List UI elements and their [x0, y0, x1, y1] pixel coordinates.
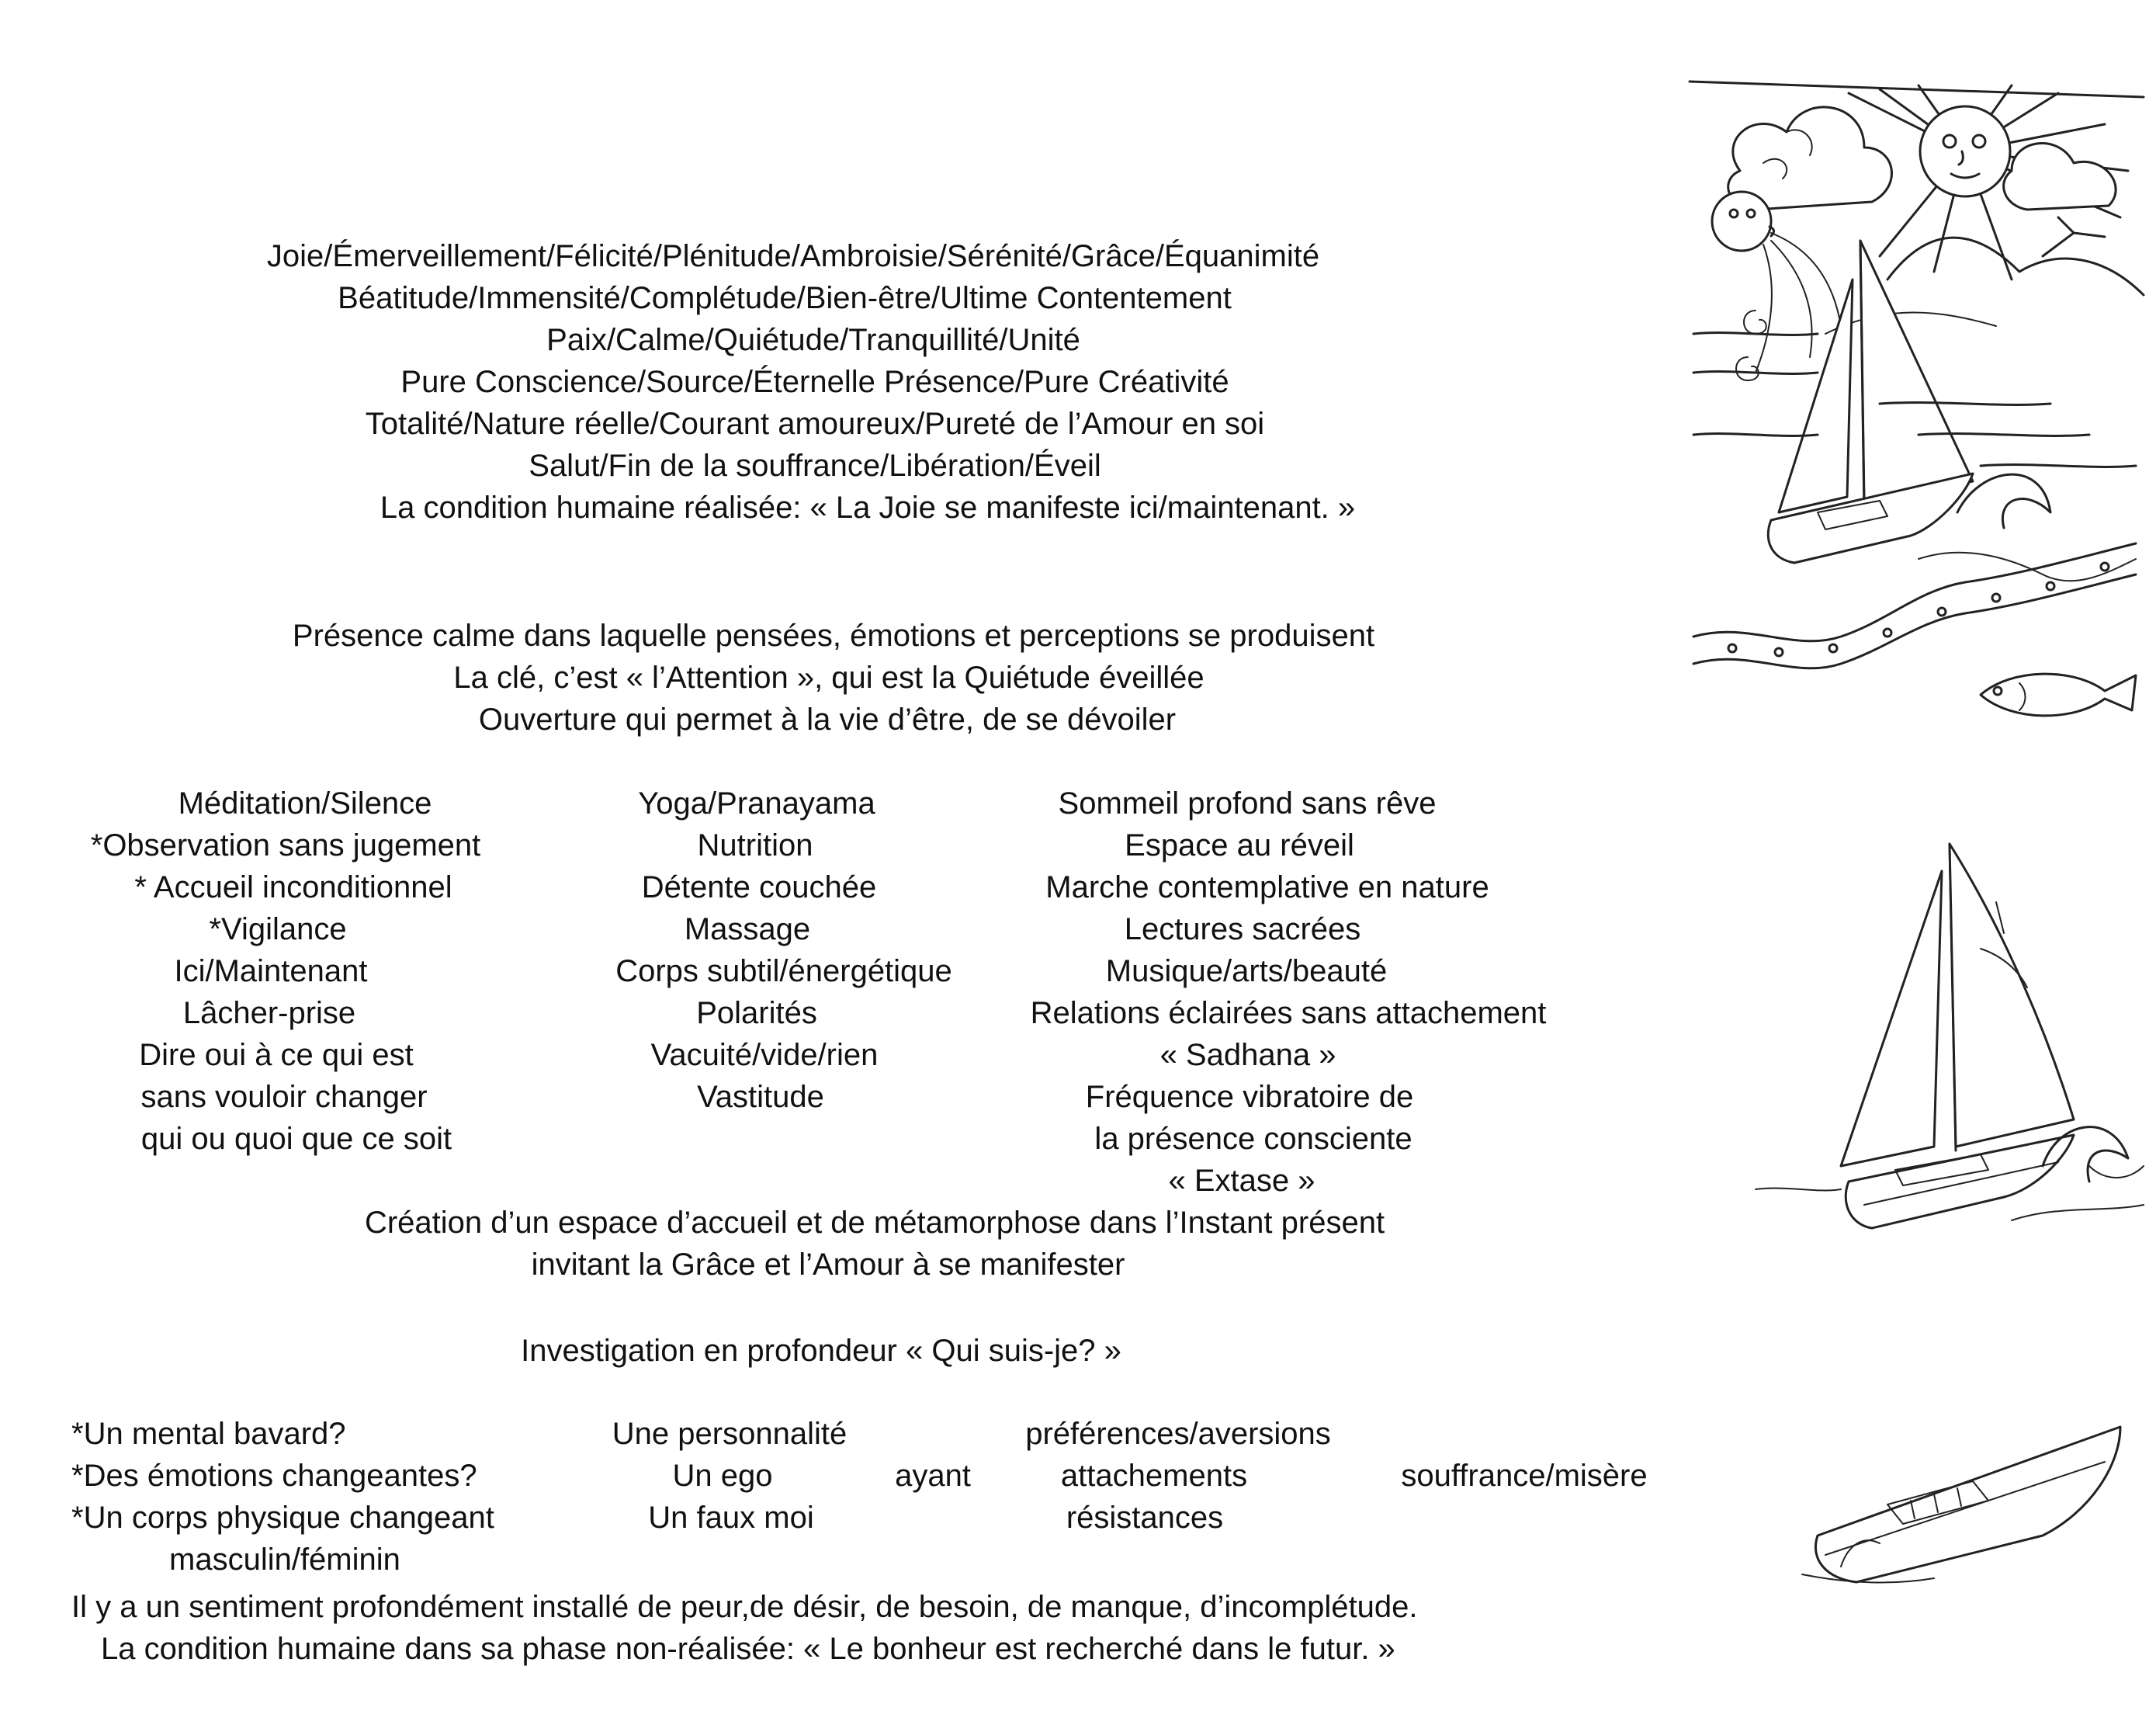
middle-line-2: La clé, c’est « l’Attention », qui est la Quiétude éveillée: [453, 661, 1205, 695]
col3-item: Fréquence vibratoire de: [1085, 1080, 1414, 1114]
col1-item: *Observation sans jugement: [90, 828, 481, 862]
col2-item: Massage: [684, 912, 811, 946]
bottom-col2-item: Une personnalité: [612, 1417, 847, 1451]
col2-item: Polarités: [696, 996, 817, 1030]
col3-item: Lectures sacrées: [1124, 912, 1361, 946]
middle-line-1: Présence calme dans laquelle pensées, émotions et perceptions se produisent: [292, 619, 1375, 653]
col1-item: Méditation/Silence: [178, 786, 432, 821]
bottom-col3-item: attachements: [1060, 1459, 1248, 1493]
col2-item: Détente couchée: [641, 870, 877, 904]
bottom-col1-item: *Un mental bavard?: [71, 1417, 346, 1451]
col1-item: * Accueil inconditionnel: [134, 870, 452, 904]
col1-item: qui ou quoi que ce soit: [140, 1122, 452, 1156]
bottom-col2-item: Un ego: [672, 1459, 773, 1493]
col2-item: Vastitude: [697, 1080, 824, 1114]
bottom-col4-item: souffrance/misère: [1401, 1459, 1648, 1493]
bottom-col3-item: préférences/aversions: [1025, 1417, 1331, 1451]
col2-item: Vacuité/vide/rien: [650, 1038, 879, 1072]
col3-item: la présence consciente: [1094, 1122, 1412, 1156]
top-line-3: Paix/Calme/Quiétude/Tranquillité/Unité: [546, 323, 1080, 357]
top-line-4: Pure Conscience/Source/Éternelle Présence/Pure Créativité: [400, 365, 1229, 399]
col3-item: Espace au réveil: [1125, 828, 1354, 862]
top-line-7: La condition humaine réalisée: « La Joie se manifeste ici/maintenant. »: [380, 491, 1356, 525]
col1-item: sans vouloir changer: [140, 1080, 428, 1114]
bottom-col1-item: *Un corps physique changeant: [71, 1501, 494, 1535]
col2-item: Nutrition: [697, 828, 813, 862]
top-line-6: Salut/Fin de la souffrance/Libération/Éveil: [529, 449, 1101, 483]
closing-line-1: Il y a un sentiment profondément installé de peur,de désir, de besoin, de manque, d’incomplétude.: [71, 1590, 1418, 1624]
middle-line-3: Ouverture qui permet à la vie d’être, de se dévoiler: [478, 703, 1177, 737]
bottom-col2-item: Un faux moi: [648, 1501, 814, 1535]
col2-item: Yoga/Pranayama: [638, 786, 875, 821]
bottom-col1-item: masculin/féminin: [169, 1543, 400, 1577]
col1-item: Lâcher-prise: [182, 996, 356, 1030]
investigation-line: Investigation en profondeur « Qui suis-je? »: [521, 1334, 1121, 1368]
creation-line-2: invitant la Grâce et l’Amour à se manifester: [531, 1248, 1125, 1282]
top-line-5: Totalité/Nature réelle/Courant amoureux/Pureté de l’Amour en soi: [365, 407, 1265, 441]
col3-item: Marche contemplative en nature: [1045, 870, 1489, 904]
col3-item: Relations éclairées sans attachement: [1030, 996, 1547, 1030]
sailboat-sun-wind-fish-illustration: [1686, 78, 2151, 722]
closing-line-2: La condition humaine dans sa phase non-réalisée: « Le bonheur est recherché dans le futur. »: [101, 1632, 1395, 1666]
top-line-2: Béatitude/Immensité/Complétude/Bien-être/Ultime Contentement: [338, 281, 1232, 315]
col3-item: Musique/arts/beauté: [1105, 954, 1388, 988]
sailboat-illustration: [1748, 840, 2151, 1236]
col3-item: « Sadhana »: [1159, 1038, 1336, 1072]
top-line-1: Joie/Émerveillement/Félicité/Plénitude/Ambroisie/Sérénité/Grâce/Équanimité: [266, 239, 1320, 273]
boat-hull-illustration: [1794, 1419, 2151, 1598]
col2-item: Corps subtil/énergétique: [615, 954, 952, 988]
col3-item: Sommeil profond sans rêve: [1058, 786, 1437, 821]
ayant-word: ayant: [895, 1459, 971, 1493]
col1-item: Ici/Maintenant: [174, 954, 368, 988]
col3-item: « Extase »: [1168, 1164, 1315, 1198]
bottom-col3-item: résistances: [1066, 1501, 1224, 1535]
col1-item: *Vigilance: [209, 912, 347, 946]
bottom-col1-item: *Des émotions changeantes?: [71, 1459, 477, 1493]
col1-item: Dire oui à ce qui est: [139, 1038, 414, 1072]
creation-line-1: Création d’un espace d’accueil et de métamorphose dans l’Instant présent: [364, 1206, 1385, 1240]
